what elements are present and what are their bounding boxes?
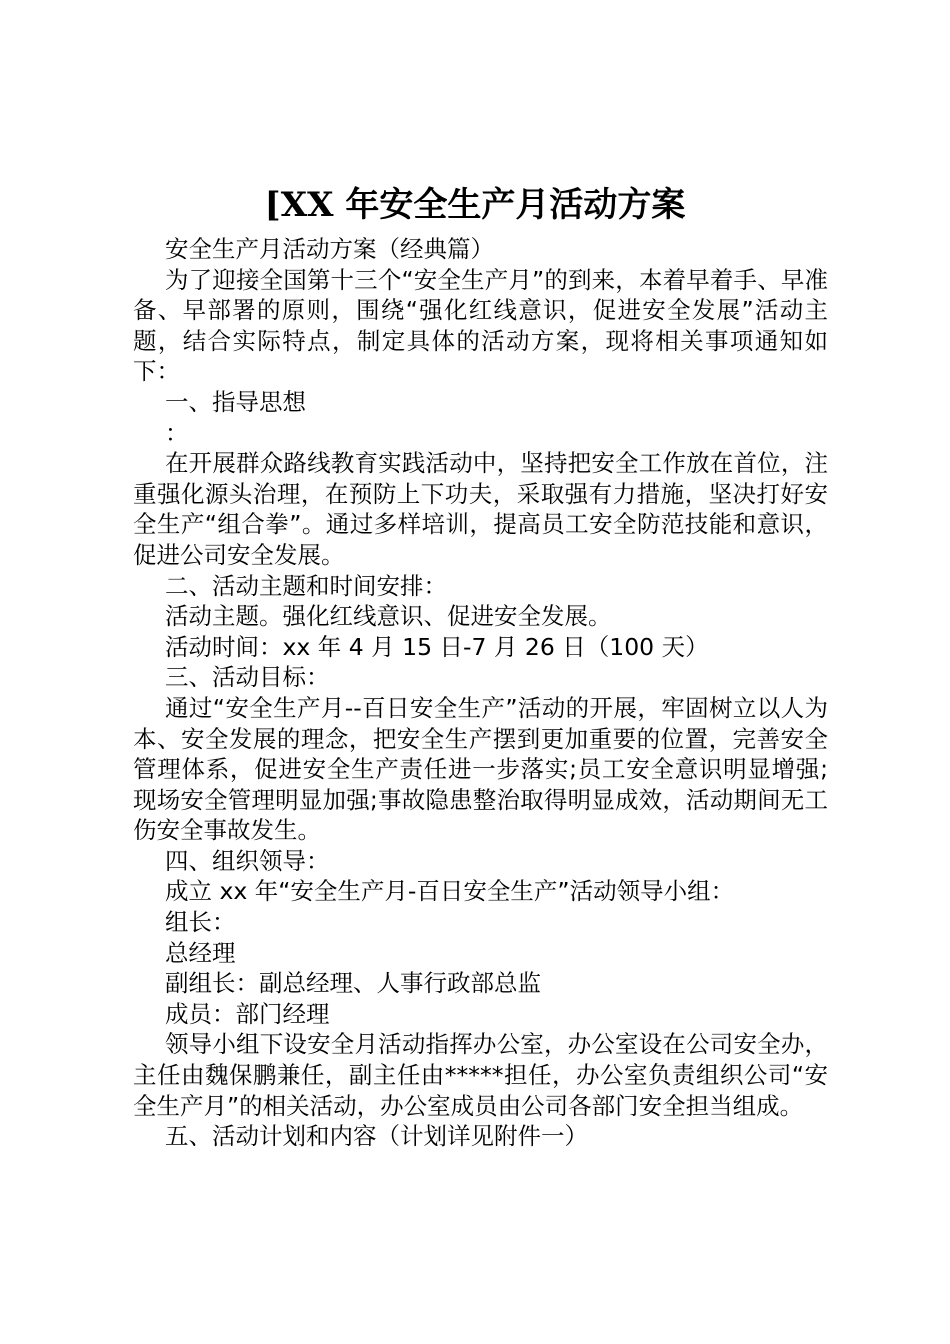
document-body [133, 234, 828, 1152]
deputy-leader-line: 副组长：副总经理、人事行政部总监 [165, 969, 541, 998]
group-leader-value: 总经理 [165, 938, 236, 967]
section-heading-guiding-ideology: 一、指导思想 [165, 387, 306, 416]
subtitle-paragraph: 安全生产月活动方案（经典篇） [165, 235, 494, 263]
colon-line: ： [165, 418, 189, 447]
section-heading-theme-schedule: 二、活动主题和时间安排： [165, 571, 447, 600]
goals-paragraph: 通过“安全生产月--百日安全生产”活动的开展，牢固树立以人为本、安全发展的理念，把安全生产摆到更加重要的位置，完善安全管理体系，促进安全生产责任进一步落实;员工安全意识明显增强;现场安全管理明显加强;事故隐患整治取得明显成效，活动期间无工伤安全事故发生。 [133, 693, 828, 845]
activity-time-line: 活动时间：xx 年 4 月 15 日-7 月 26 日（100 天） [165, 632, 709, 661]
section-heading-plan: 五、活动计划和内容（计划详见附件一） [165, 1122, 588, 1151]
section-heading-goals: 三、活动目标： [165, 663, 330, 692]
members-line: 成员：部门经理 [165, 999, 330, 1028]
activity-theme-line: 活动主题。强化红线意识、促进安全发展。 [165, 602, 612, 631]
document-title: [XX 年安全生产月活动方案 [264, 185, 686, 225]
intro-paragraph: 为了迎接全国第十三个“安全生产月”的到来，本着早着手、早准备、早部署的原则，围绕“强化红线意识，促进安全发展”活动主题，结合实际特点，制定具体的活动方案，现将相关事项通知如下： [133, 265, 828, 386]
guiding-ideology-paragraph: 在开展群众路线教育实践活动中，坚持把安全工作放在首位，注重强化源头治理，在预防上下功夫，采取强有力措施，坚决打好安全生产“组合拳”。通过多样培训，提高员工安全防范技能和意识，促进公司安全发展。 [133, 449, 828, 569]
leadership-group-line: 成立 xx 年“安全生产月-百日安全生产”活动领导小组： [165, 877, 735, 906]
group-leader-label: 组长： [165, 908, 236, 937]
office-paragraph: 领导小组下设安全月活动指挥办公室，办公室设在公司安全办，主任由魏保鹏兼任，副主任由*****担任，办公室负责组织公司“安全生产月”的相关活动，办公室成员由公司各部门安全担当组成。 [133, 1030, 828, 1120]
section-heading-leadership: 四、组织领导： [165, 846, 330, 875]
